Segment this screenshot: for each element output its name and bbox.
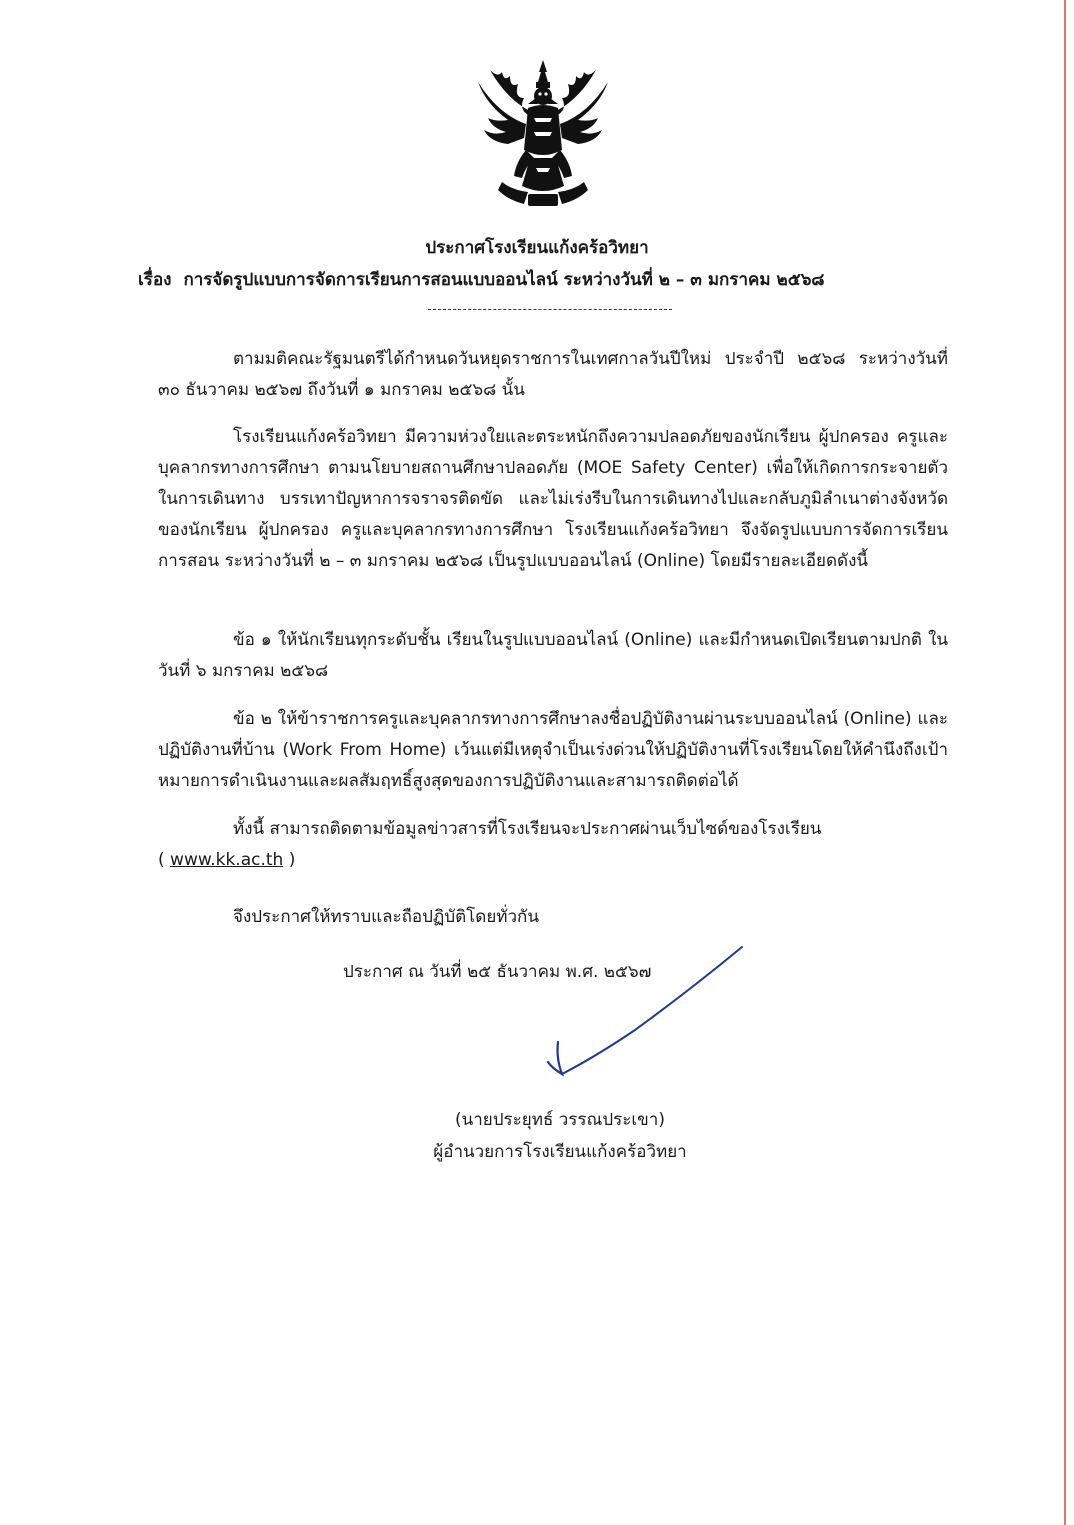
website-close-paren: ) <box>283 850 296 870</box>
paragraph-1: ตามมติคณะรัฐมนตรีได้กำหนดวันหยุดราชการในเทศกาลวันปีใหม่ ประจำปี ๒๕๖๘ ระหว่างวันที่ ๓๐ ธันวาคม ๒๕๖๗ ถึงวันที่ ๑ มกราคม ๒๕๖๘ นั้น <box>158 349 948 400</box>
website-link[interactable]: www.kk.ac.th <box>170 850 284 870</box>
signatory-name: (นายประยุทธ์ วรรณประเขา) <box>454 1110 665 1130</box>
subject-label: เรื่อง <box>138 270 172 290</box>
signature-mark <box>540 942 750 1077</box>
paragraph-2: โรงเรียนแก้งคร้อวิทยา มีความห่วงใยและตระหนักถึงความปลอดภัยของนักเรียน ผู้ปกครอง ครูและบุคลากรทางการศึกษา ตามนโยบายสถานศึกษาปลอดภัย (MOE Safety Center) เพื่อให้เกิดการกระจายตัวในการเดินทาง บรรเทาปัญหาการจราจรติดขัด และไม่เร่งรีบในการเดินทางไปและกลับภูมิลำเนาต่างจังหวัดของนักเรียน ผู้ปกครอง ครูและบุคลากรทางการศึกษา โรงเรียนแก้งคร้อวิทยา จึงจัดรูปแบบการจัดการเรียนการสอน ระหว่างวันที่ ๒ – ๓ มกราคม ๒๕๖๘ เป็นรูปแบบออนไลน์ (Online) โดยมีรายละเอียดดังนี้ <box>158 427 948 571</box>
subject-line <box>138 266 958 293</box>
page-edge-line <box>1064 0 1066 1525</box>
announcement-date: ประกาศ ณ วันที่ ๒๕ ธันวาคม พ.ศ. ๒๕๖๗ <box>343 962 652 982</box>
signatory-position: ผู้อำนวยการโรงเรียนแก้งคร้อวิทยา <box>433 1142 687 1162</box>
paragraph-5-text: ทั้งนี้ สามารถติดตามข้อมูลข่าวสารที่โรงเรียนจะประกาศผ่านเว็บไซด์ของโรงเรียน <box>233 819 822 839</box>
page-title: ประกาศโรงเรียนแก้งคร้อวิทยา <box>425 238 649 258</box>
paragraph-5 <box>158 814 948 876</box>
subject-text: การจัดรูปแบบการจัดการเรียนการสอนแบบออนไลน์ ระหว่างวันที่ ๒ – ๓ มกราคม ๒๕๖๘ <box>183 270 825 290</box>
garuda-emblem-icon <box>468 58 618 210</box>
closing-statement: จึงประกาศให้ทราบและถือปฏิบัติโดยทั่วกัน <box>233 907 539 927</box>
paragraph-4: ข้อ ๒ ให้ข้าราชการครูและบุคลากรทางการศึกษาลงชื่อปฏิบัติงานผ่านระบบออนไลน์ (Online) และปฏิบัติงานที่บ้าน (Work From Home) เว้นแต่มีเหตุจำเป็นเร่งด่วนให้ปฏิบัติงานที่โรงเรียนโดยให้คำนึงถึงเป้าหมายการดำเนินงานและผลสัมฤทธิ์สูงสุดของการปฏิบัติงานและสามารถติดต่อได้ <box>158 709 948 791</box>
website-open-paren: ( <box>158 850 171 870</box>
paragraph-3: ข้อ ๑ ให้นักเรียนทุกระดับชั้น เรียนในรูปแบบออนไลน์ (Online) และมีกำหนดเปิดเรียนตามปกติ ในวันที่ ๖ มกราคม ๒๕๖๘ <box>158 630 948 681</box>
title-divider <box>428 309 672 310</box>
